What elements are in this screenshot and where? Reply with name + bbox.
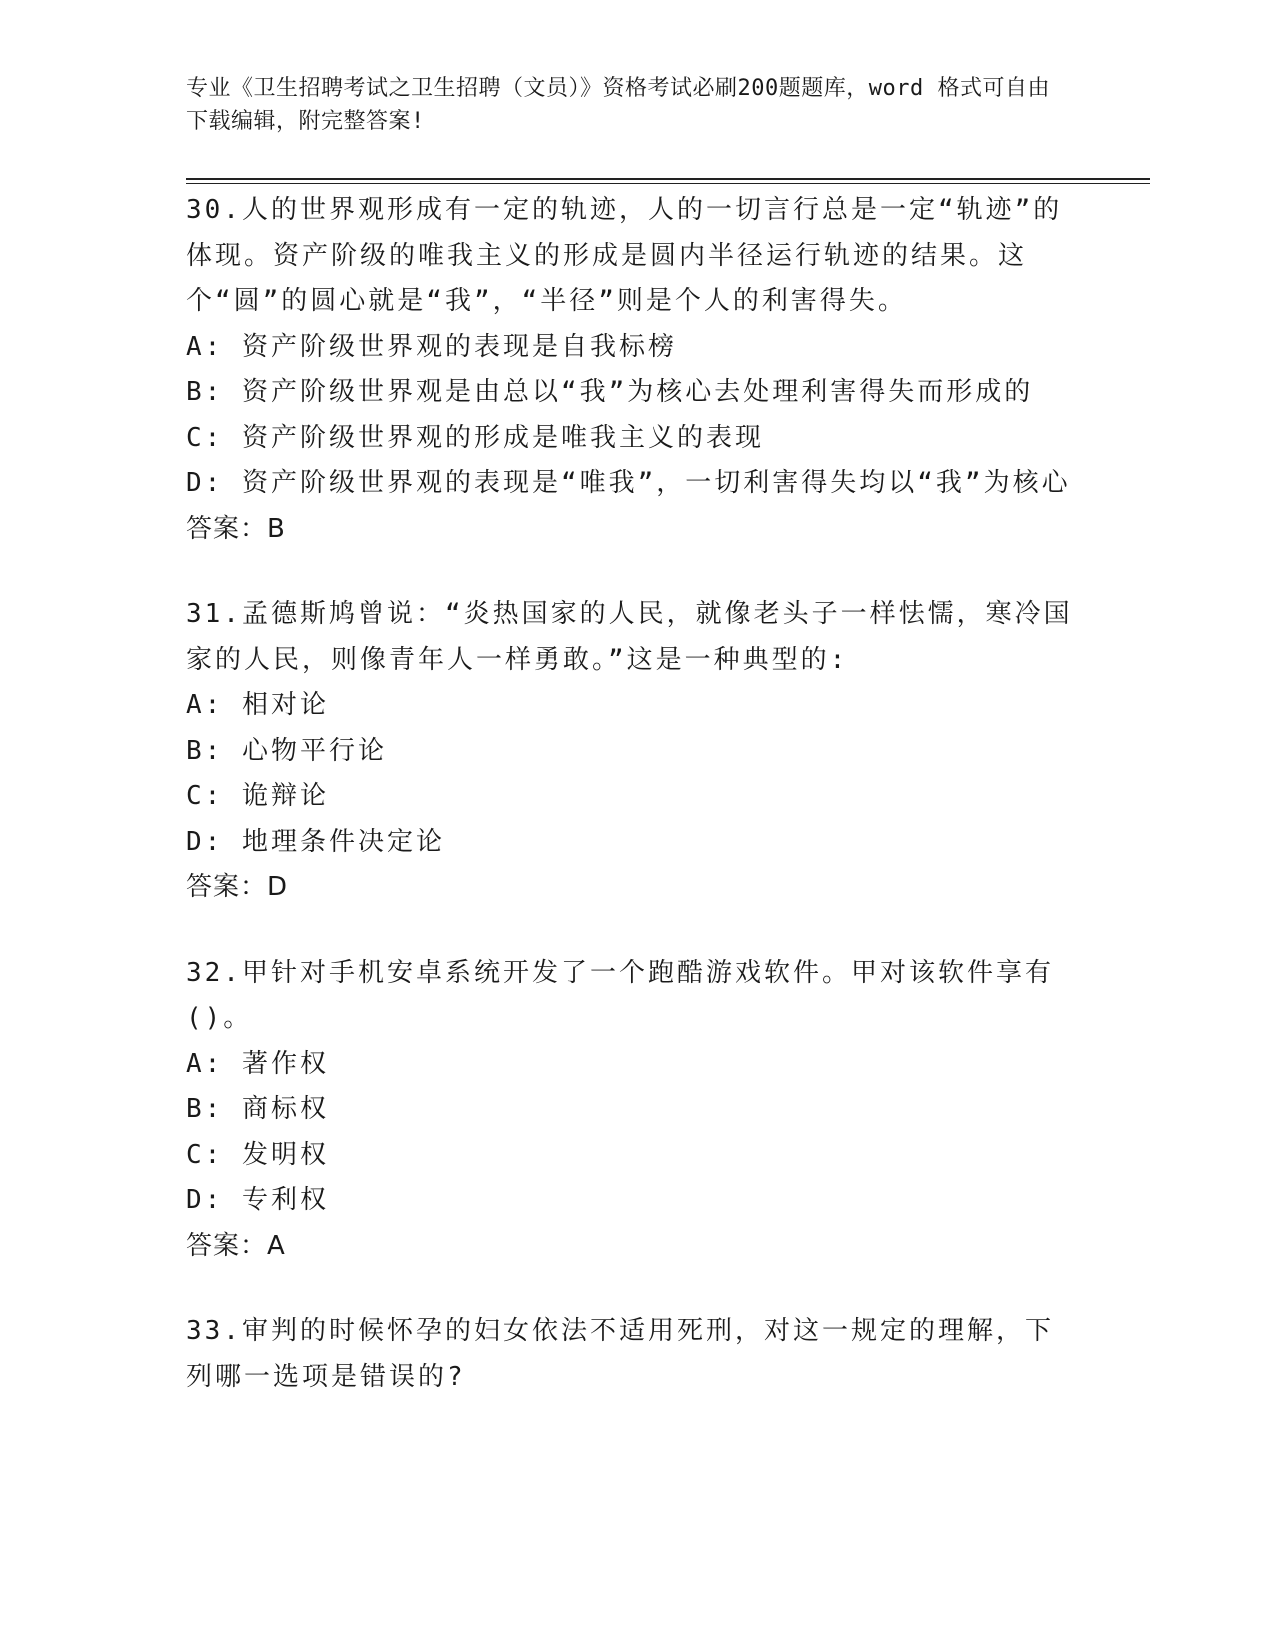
option-b: B: 心物平行论	[186, 735, 387, 766]
document-header: 专业《卫生招聘考试之卫生招聘（文员）》资格考试必刷200题题库，word 格式可自由下载编辑，附完整答案!	[186, 76, 1050, 134]
question-text: 31.孟德斯鸠曾说：“炎热国家的人民，就像老头子一样怯懦，寒冷国家的人民，则像青年人一样勇敢。”这是一种典型的:	[186, 599, 1073, 675]
question-31	[186, 592, 1076, 911]
option-b: B: 资产阶级世界观是由总以“我”为核心去处理利害得失而形成的	[186, 377, 1034, 407]
option-a: A: 相对论	[186, 690, 329, 720]
header-divider-thick	[186, 178, 1150, 180]
option-c: C: 诡辩论	[186, 781, 329, 811]
header-divider-thin	[186, 183, 1150, 184]
option-d: D: 地理条件决定论	[186, 826, 445, 857]
option-a: A: 资产阶级世界观的表现是自我标榜	[186, 331, 677, 362]
option-c: C: 发明权	[186, 1139, 329, 1170]
question-text: 32.甲针对手机安卓系统开发了一个跑酷游戏软件。甲对该软件享有()。	[186, 957, 1054, 1033]
question-30	[186, 188, 1076, 552]
question-text: 30.人的世界观形成有一定的轨迹，人的一切言行总是一定“轨迹”的体现。资产阶级的唯我主义的形成是圆内半径运行轨迹的结果。这个“圆”的圆心就是“我”，“半径”则是个人的利害得失。	[186, 195, 1063, 316]
option-d: D: 专利权	[186, 1185, 329, 1215]
question-text: 33.审判的时候怀孕的妇女依法不适用死刑，对这一规定的理解，下列哪一选项是错误的?	[186, 1316, 1054, 1392]
option-d: D: 资产阶级世界观的表现是“唯我”，一切利害得失均以“我”为核心	[186, 468, 1071, 498]
answer-line: 答案：B	[186, 513, 286, 544]
question-33	[186, 1309, 1076, 1400]
option-b: B: 商标权	[186, 1094, 329, 1124]
option-a: A: 著作权	[186, 1048, 329, 1079]
option-c: C: 资产阶级世界观的形成是唯我主义的表现	[186, 422, 764, 453]
answer-line: 答案：A	[186, 1230, 286, 1261]
answer-line: 答案：D	[186, 872, 289, 902]
question-32	[186, 951, 1076, 1270]
question-list	[186, 188, 1076, 1440]
